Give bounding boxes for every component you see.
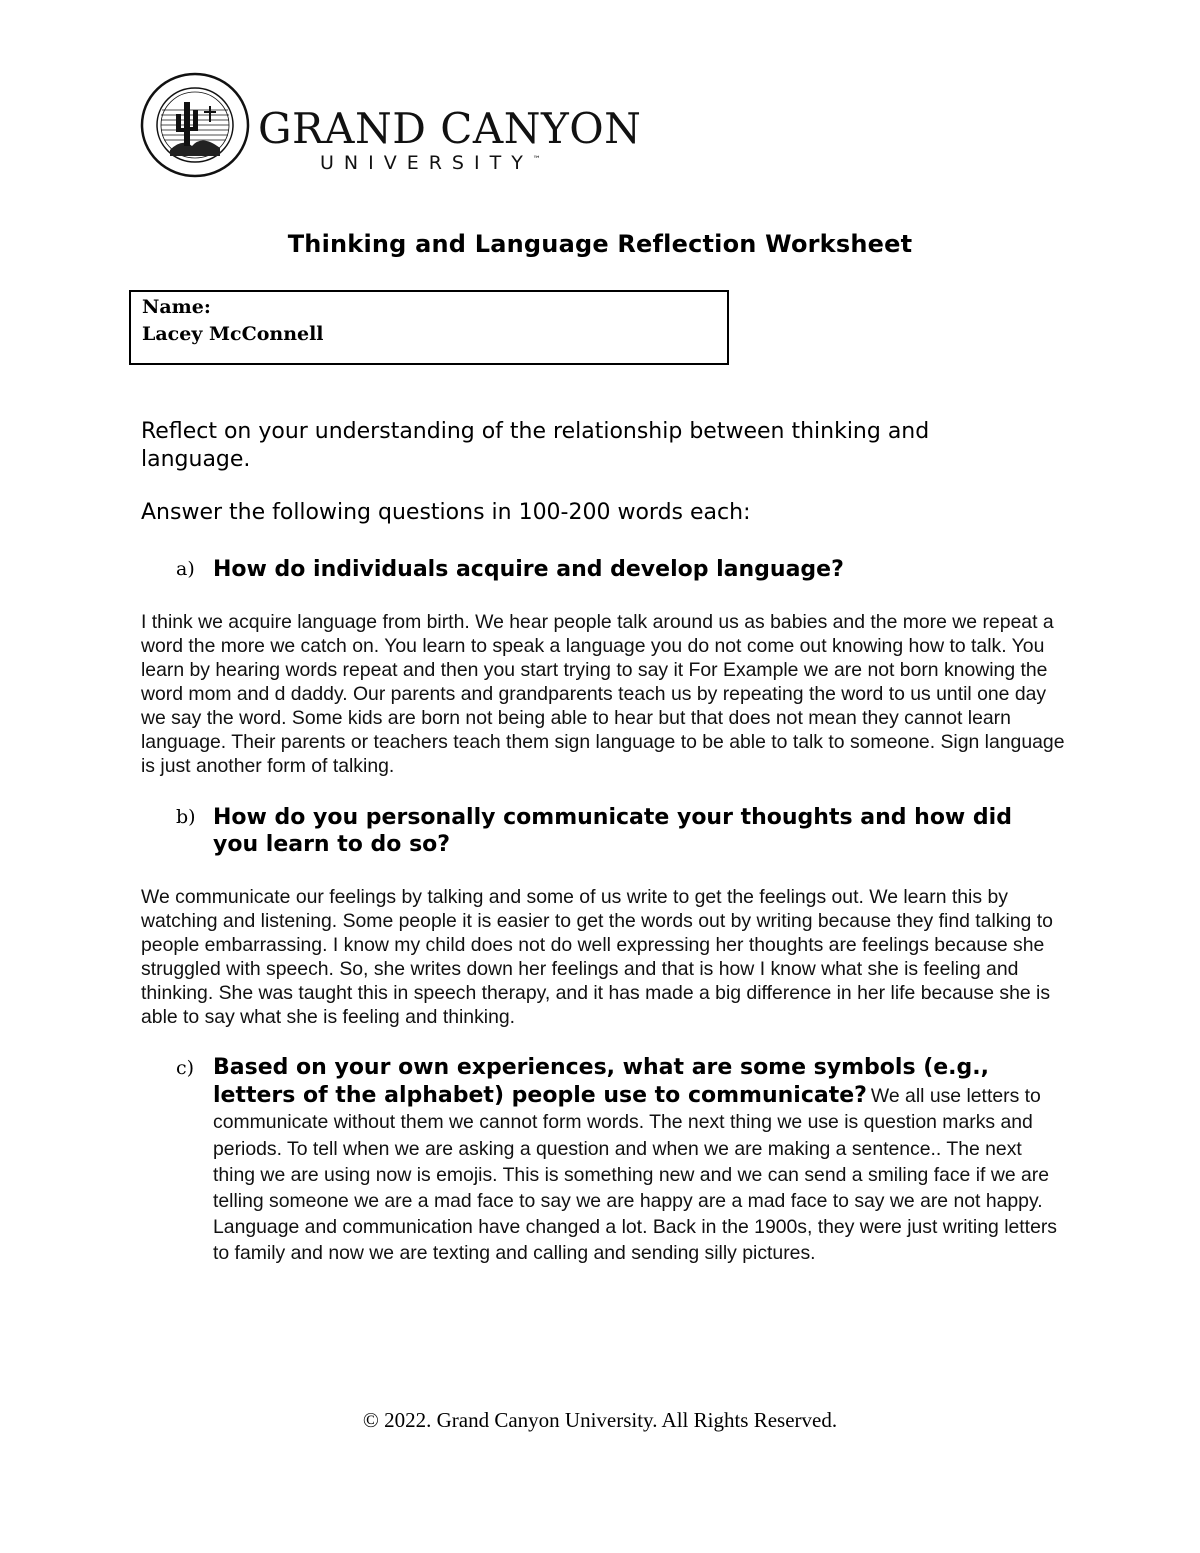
name-label: Name: [142, 296, 211, 318]
question-letter: b) [176, 806, 196, 828]
question-letter: c) [176, 1057, 195, 1079]
question-text: Based on your own experiences, what are some symbols (e.g., letters of the alphabet) people use to communicate? [213, 1055, 989, 1109]
instructions-text: Answer the following questions in 100-200 words each: [141, 500, 751, 525]
intro-text: Reflect on your understanding of the relationship between thinking and language. [141, 419, 930, 472]
answer-a: I think we acquire language from birth. We hear people talk around us as babies and the more we repeat a word the more we catch on. You learn to speak a language you do not come out knowing how to talk. You learn by hearing words repeat and then you start trying to say it For Example we are not born knowing the word mom and d daddy. Our parents and grandparents teach us by repeating the word to us until one day we say the word. Some kids are born not being able to hear but that does not mean they cannot learn language. Their parents or teachers teach them sign language to be able to talk to someone. Sign language is just another form of talking. [141, 611, 1065, 777]
document-title: Thinking and Language Reflection Worksheet [287, 230, 913, 258]
question-text: How do you personally communicate your thoughts and how did you learn to do so? [213, 805, 1012, 857]
logo-wordmark-primary: GRAND CANYON [258, 104, 642, 153]
copyright-footer: © 2022. Grand Canyon University. All Rights Reserved. [362, 1408, 838, 1432]
question-letter: a) [176, 558, 195, 580]
question-text: How do individuals acquire and develop language? [213, 557, 844, 582]
answer-b: We communicate our feelings by talking and some of us write to get the feelings out. We learn this by watching and listening. Some people it is easier to get the words out by writing because they find talking to people embarrassing. I know my child does not do well expressing her thoughts are feelings because she struggled with speech. So, she writes down her feelings and that is how I know what she is feeling and thinking. She was taught this in speech therapy, and it has made a big difference in her life because she is able to say what she is feeling and thinking. [141, 886, 1053, 1028]
answer-c: We all use letters to communicate without them we cannot form words. The next thing we use is question marks and periods. To tell when we are asking a question and when we are making a sentence.. The next thing we are using now is emojis. This is something new and we can send a smiling face if we are telling someone we are a mad face to say we are happy are a mad face to say we are not happy. Language and communication have changed a lot. Back in the 1900s, they were just writing letters to family and now we are texting and calling and sending silly pictures. [213, 1085, 1058, 1265]
university-seal-logo [140, 72, 250, 178]
name-box [129, 290, 729, 365]
logo-wordmark-secondary: UNIVERSITY™ [320, 152, 541, 174]
name-value: Lacey McConnell [142, 323, 324, 345]
